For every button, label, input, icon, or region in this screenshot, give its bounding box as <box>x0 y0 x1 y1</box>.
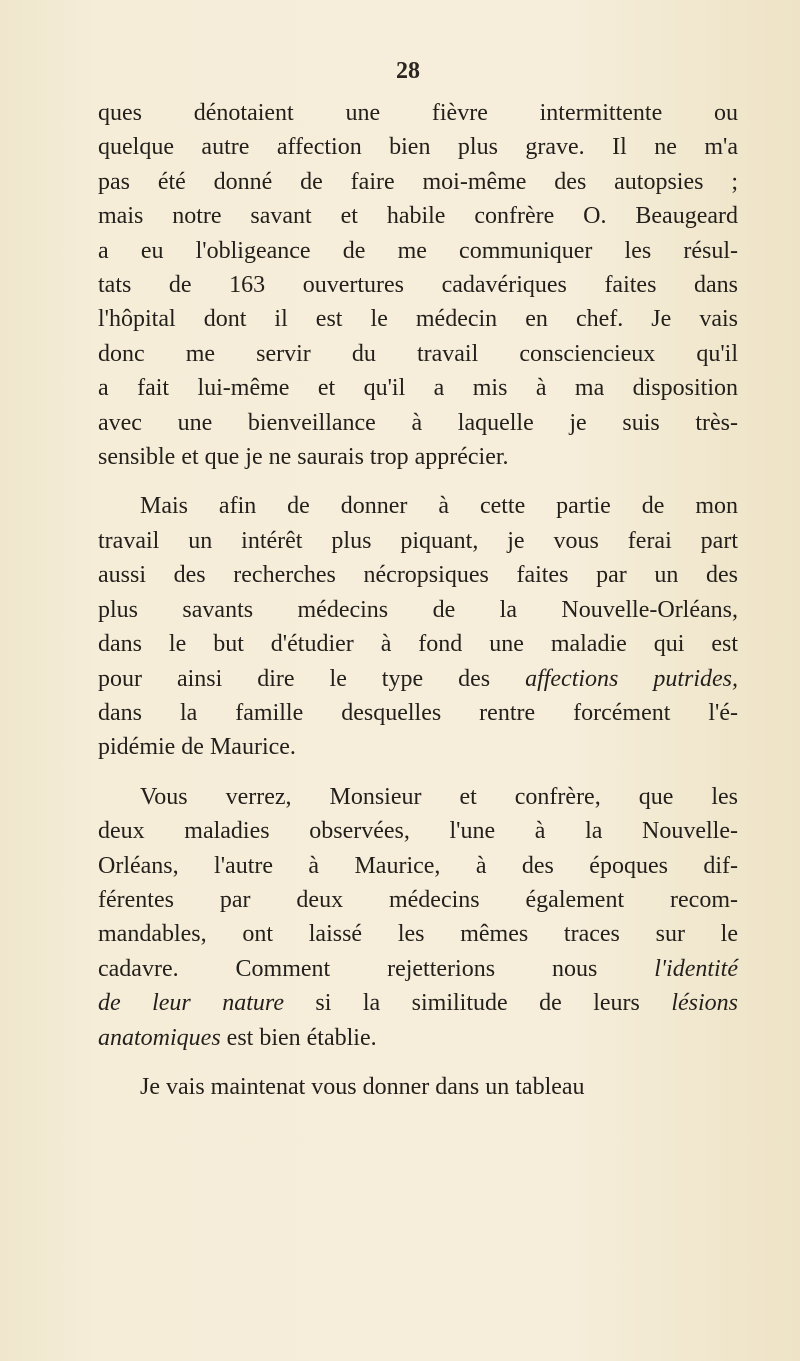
text-line: sensible et que je ne saurais trop apprécier. <box>98 444 509 471</box>
text-line: mais notre savant et habile confrère O. Beaugeard <box>98 203 738 230</box>
text-line: Mais afin de donner à cette partie de mon <box>140 493 738 520</box>
text-line: tats de 163 ouvertures cadavériques faites dans <box>98 272 738 299</box>
text-line: donc me servir du travail consciencieux qu'il <box>98 340 738 367</box>
text-line-mixed <box>98 952 738 986</box>
paragraph-3 <box>98 780 738 1055</box>
text-span: est bien établie. <box>220 1024 377 1051</box>
text-line: plus savants médecins de la Nouvelle-Orléans, <box>98 596 738 623</box>
page-number: 28 <box>396 58 420 84</box>
text-span: pour ainsi dire le type des <box>98 665 526 692</box>
italic-term: anatomiques <box>98 1024 221 1051</box>
text-line: travail un intérêt plus piquant, je vous ferai part <box>98 527 738 554</box>
text-line: aussi des recherches nécropsiques faites par un des <box>98 562 738 589</box>
text-line-mixed <box>98 986 738 1020</box>
text-line: pidémie de Maurice. <box>98 734 296 761</box>
text-line: a eu l'obligeance de me communiquer les résul- <box>98 237 738 264</box>
body-text <box>98 96 738 1119</box>
text-span: si la similitude de leurs <box>283 990 672 1017</box>
italic-term: l'identité <box>654 955 738 982</box>
text-line: férentes par deux médecins également recom- <box>98 886 738 913</box>
paragraph-2 <box>98 489 738 764</box>
italic-term: de leur nature <box>98 990 284 1017</box>
text-line: Vous verrez, Monsieur et confrère, que les <box>140 783 738 810</box>
text-line: Je vais maintenat vous donner dans un tableau <box>140 1073 585 1100</box>
text-line: mandables, ont laissé les mêmes traces sur le <box>98 921 738 948</box>
text-span: cadavre. Comment rejetterions nous <box>98 955 655 982</box>
text-line-mixed <box>98 662 738 696</box>
paragraph-4 <box>98 1070 738 1104</box>
text-line: Orléans, l'autre à Maurice, à des époques dif- <box>98 852 738 879</box>
paragraph-1 <box>98 96 738 474</box>
text-line: ques dénotaient une fièvre intermittente ou <box>98 100 738 126</box>
text-line: deux maladies observées, l'une à la Nouvelle- <box>98 818 738 845</box>
text-line: l'hôpital dont il est le médecin en chef. Je vais <box>98 306 738 333</box>
italic-term: affections putrides, <box>525 665 739 692</box>
text-line: dans le but d'étudier à fond une maladie qui est <box>98 631 738 658</box>
text-line: avec une bienveillance à laquelle je suis très- <box>98 409 738 436</box>
italic-term: lésions <box>671 990 738 1017</box>
text-line-mixed <box>98 1021 738 1055</box>
text-line: dans la famille desquelles rentre forcément l'é- <box>98 699 738 726</box>
text-line: a fait lui-même et qu'il a mis à ma disposition <box>98 375 738 402</box>
text-line: pas été donné de faire moi-même des autopsies ; <box>98 168 738 195</box>
text-line: quelque autre affection bien plus grave. Il ne m'a <box>98 134 738 161</box>
